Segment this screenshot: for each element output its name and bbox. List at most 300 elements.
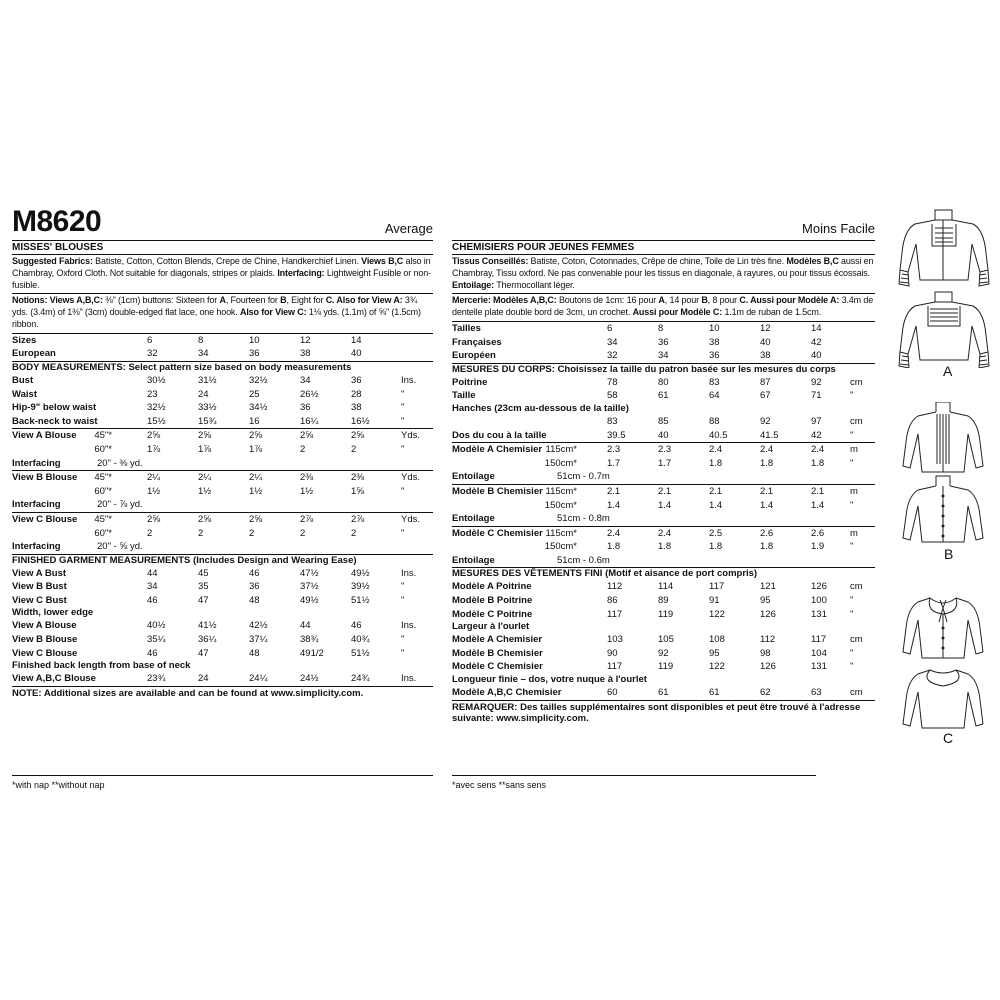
cell-value: 2⅝ (351, 430, 365, 442)
row-label: Taille (452, 390, 476, 402)
row-label: View A,B,C Blouse (12, 673, 96, 685)
english-column (12, 200, 433, 699)
cell-value: 26½ (300, 388, 319, 400)
cell-value: 38¾ (300, 634, 319, 646)
unit: " (850, 457, 854, 469)
row-label: Modèle A Chemisier (452, 634, 543, 646)
yardage-views (12, 428, 433, 553)
yardage-row (12, 485, 433, 499)
cell-value: 1⅝ (351, 485, 365, 497)
cell-value: 1.8 (709, 457, 723, 469)
cell-value: 2¼ (147, 472, 161, 484)
cell-value: 42 (811, 429, 822, 441)
cell-value: 24 (198, 673, 209, 685)
notions: Notions: Views A,B,C: ⅜" (1cm) buttons: Sixteen for A, Fourteen for B, Eight for C. Also for View A: 3¾ yds. (3.4m) of 1⅜" (3cm) double-edged flat lace, one hook. Also for View C: 1⅛ yds. (1.1m) of ⅝" (1.5cm) ribbon. (12, 293, 433, 332)
width-row (12, 647, 433, 661)
cell-value: 63 (811, 687, 822, 699)
cell-value: 16½ (351, 415, 370, 427)
cell-value: 126 (760, 608, 776, 620)
cell-value: 2⅝ (198, 513, 212, 525)
cell-value: 1½ (300, 485, 314, 497)
yardage-row (12, 429, 433, 443)
cell-value: 24¼ (249, 673, 268, 685)
cell-value: 2.6 (811, 527, 825, 539)
cell-value: 119 (658, 661, 674, 673)
cell-value: 48 (249, 647, 260, 659)
unit: " (401, 388, 405, 400)
cell-value: 2 (300, 527, 306, 539)
cell-value: 2 (351, 443, 357, 455)
row-label: View C Blouse (12, 513, 78, 525)
unit: " (401, 647, 405, 659)
cell-value: 24 (198, 388, 209, 400)
yardage-row (12, 527, 433, 541)
length-heading: Finished back length from base of neck (12, 660, 191, 672)
unit: " (850, 499, 854, 511)
row-label: View B Bust (12, 581, 67, 593)
finished-bust-row (452, 594, 875, 608)
row-label: Européen (452, 350, 496, 362)
view-c-back-blouse-icon (903, 670, 983, 728)
sizes-row (452, 322, 875, 336)
row-label: Modèle B Poitrine (452, 595, 533, 607)
unit: cm (850, 415, 863, 427)
cell-value: 2.6 (760, 527, 774, 539)
cell-value: 2 (351, 527, 357, 539)
cell-value: 32½ (249, 374, 268, 386)
cell-value: 92 (658, 647, 669, 659)
interfacing-row (452, 470, 875, 484)
interfacing-value: 51cm - 0.6m (557, 554, 610, 566)
cell-value: 23¾ (147, 673, 166, 685)
width-row (452, 633, 875, 647)
body-measurements-fr (452, 363, 875, 442)
unit: m (850, 485, 858, 497)
cell-value: 31½ (198, 374, 217, 386)
hip-heading: Hanches (23cm au-dessous de la taille) (452, 402, 629, 414)
cell-value: 2.4 (658, 527, 672, 539)
unit: " (850, 595, 854, 607)
cell-value: 8 (198, 334, 204, 346)
cell-value: 8 (658, 322, 664, 334)
cell-value: 45 (198, 567, 209, 579)
header-fr (452, 200, 875, 241)
cell-value: 2⅝ (198, 430, 212, 442)
cell-value: 40 (658, 429, 669, 441)
cell-value: 46 (147, 647, 158, 659)
row-label: Interfacing (12, 457, 61, 469)
fabric-width: 150cm* (544, 499, 577, 511)
fabric-width: 45"* (94, 513, 112, 525)
cell-value: 36 (249, 581, 260, 593)
cell-value: 38 (709, 336, 720, 348)
footnote-fr: *avec sens **sans sens (452, 780, 547, 790)
length-heading: Longueur finie – dos, votre nuque à l'ourlet (452, 674, 647, 686)
yardage-row (452, 499, 875, 513)
cell-value: 95 (709, 647, 720, 659)
cell-value: 117 (709, 581, 725, 593)
finished-measurements-heading: FINISHED GARMENT MEASUREMENTS (Includes Design and Wearing Ease) (12, 554, 357, 566)
cell-value: 51½ (351, 647, 370, 659)
cell-value: 16¼ (300, 415, 319, 427)
body-row (452, 376, 875, 390)
cell-value: 2¼ (249, 472, 263, 484)
cell-value: 1.8 (811, 457, 825, 469)
cell-value: 2.1 (811, 485, 825, 497)
yardage-row (452, 540, 875, 554)
width-row (12, 619, 433, 633)
unit: " (401, 443, 405, 455)
cell-value: 119 (658, 608, 674, 620)
cell-value: 1.8 (658, 541, 672, 553)
suggested-fabrics-fr: Tissus Conseillés: Batiste, Coton, Cotonnades, Crêpe de chine, Toile de Lin très fine. Modèles B,C aussi en Chambray, Tissu oxford. Ne pas convenable pour les tissus en diagonale, à rayures, ou pour tissus écossais. Entoilage: Thermocollant léger. (452, 254, 875, 293)
cell-value: 2⅞ (300, 513, 314, 525)
cell-value: 36 (709, 350, 720, 362)
cell-value: 40 (760, 336, 771, 348)
view-c-front-blouse-icon (903, 598, 983, 658)
cell-value: 36¼ (198, 634, 217, 646)
cell-value: 36 (249, 348, 260, 360)
unit: Ins. (401, 374, 417, 386)
cell-value: 126 (760, 661, 776, 673)
cell-value: 36 (351, 374, 362, 386)
unit: " (401, 485, 405, 497)
cell-value: 10 (709, 322, 720, 334)
cell-value: 30½ (147, 374, 166, 386)
cell-value: 1⅞ (249, 443, 263, 455)
unit: cm (850, 581, 863, 593)
unit: " (401, 581, 405, 593)
view-label-a: A (943, 363, 953, 379)
cell-value: 39½ (351, 581, 370, 593)
view-a-sketches (890, 208, 996, 368)
row-label: Dos du cou à la taille (452, 429, 547, 441)
cell-value: 34 (300, 374, 311, 386)
cell-value: 49½ (300, 594, 319, 606)
row-label: Modèle C Chemisier (452, 527, 543, 539)
cell-value: 1.4 (709, 499, 723, 511)
cell-value: 1.7 (658, 457, 672, 469)
cell-value: 1.4 (658, 499, 672, 511)
cell-value: 10 (249, 334, 260, 346)
cell-value: 2.4 (607, 527, 621, 539)
cell-value: 44 (147, 567, 158, 579)
unit: Yds. (401, 430, 421, 442)
cell-value: 1.4 (811, 499, 825, 511)
cell-value: 62 (760, 687, 771, 699)
cell-value: 61 (658, 390, 669, 402)
cell-value: 15½ (147, 415, 166, 427)
finished-measurements-fr (452, 567, 875, 699)
cell-value: 2⅝ (147, 430, 161, 442)
bottom-rule (12, 775, 433, 776)
cell-value: 105 (658, 634, 674, 646)
unit: " (850, 608, 854, 620)
cell-value: 131 (811, 608, 827, 620)
cell-value: 71 (811, 390, 822, 402)
row-label: Modèle C Poitrine (452, 608, 533, 620)
cell-value: 103 (607, 634, 623, 646)
view-label-c: C (943, 730, 954, 746)
cell-value: 67 (760, 390, 771, 402)
difficulty-level-fr: Moins Facile (802, 221, 875, 236)
cell-value: 32½ (147, 402, 166, 414)
cell-value: 92 (811, 376, 822, 388)
body-row (12, 415, 433, 429)
cell-value: 34½ (249, 402, 268, 414)
cell-value: 2⅝ (300, 430, 314, 442)
yardage-row (452, 457, 875, 471)
view-c-sketches (890, 588, 996, 730)
cell-value: 2⅝ (147, 513, 161, 525)
cell-value: 121 (760, 581, 776, 593)
yardage-row (452, 443, 875, 457)
width-row (452, 660, 875, 674)
row-label: Tailles (452, 322, 481, 334)
view-a-back-blouse-icon (899, 292, 989, 368)
cell-value: 2⅞ (351, 513, 365, 525)
cell-value: 1⅞ (198, 443, 212, 455)
interfacing-value: 20" - ⅜ yd. (97, 457, 143, 469)
cell-value: 117 (607, 608, 623, 620)
cell-value: 1½ (249, 485, 263, 497)
unit: Ins. (401, 620, 417, 632)
length-row (12, 672, 433, 686)
note: NOTE: Additional sizes are available and can be found at www.simplicity.com. (12, 686, 433, 700)
cell-value: 2 (147, 527, 153, 539)
row-label: View B Blouse (12, 634, 78, 646)
cell-value: 2⅜ (300, 472, 314, 484)
body-row (12, 374, 433, 388)
cell-value: 78 (607, 376, 618, 388)
cell-value: 1.8 (760, 541, 774, 553)
cell-value: 40¾ (351, 634, 370, 646)
cell-value: 42½ (249, 620, 268, 632)
cell-value: 97 (811, 415, 822, 427)
row-label: Modèle C Chemisier (452, 661, 543, 673)
view-b-back-blouse-icon (903, 476, 983, 542)
cell-value: 34 (658, 350, 669, 362)
cell-value: 39.5 (607, 429, 626, 441)
cell-value: 95 (760, 595, 771, 607)
cell-value: 92 (760, 415, 771, 427)
cell-value: 25 (249, 388, 260, 400)
fabric-width: 60"* (94, 485, 112, 497)
cell-value: 91 (709, 595, 720, 607)
cell-value: 2.4 (760, 444, 774, 456)
cell-value: 37½ (300, 581, 319, 593)
interfacing-value: 20" - ⅝ yd. (97, 541, 143, 553)
body-measurements-heading: BODY MEASUREMENTS: Select pattern size based on body measurements (12, 361, 352, 373)
cell-value: 87 (760, 376, 771, 388)
unit: " (850, 541, 854, 553)
row-label: Hip-9" below waist (12, 402, 97, 414)
yardage-views-fr (452, 442, 875, 567)
cell-value: 100 (811, 595, 827, 607)
yardage-row (12, 513, 433, 527)
interfacing-value: 51cm - 0.7m (557, 471, 610, 483)
cell-value: 131 (811, 661, 827, 673)
back-neck-row (452, 429, 875, 443)
cell-value: 36 (658, 336, 669, 348)
finished-bust-row (12, 567, 433, 581)
row-label: View C Blouse (12, 647, 78, 659)
fabric-width: 45"* (94, 472, 112, 484)
cell-value: 38 (351, 402, 362, 414)
cell-value: 1½ (147, 485, 161, 497)
cell-value: 108 (709, 634, 725, 646)
row-label: Entoilage (452, 471, 495, 483)
cell-value: 112 (607, 581, 623, 593)
cell-value: 117 (811, 634, 827, 646)
cell-value: 2 (300, 443, 306, 455)
row-label: Entoilage (452, 513, 495, 525)
cell-value: 61 (658, 687, 669, 699)
row-label: View A Blouse (12, 430, 77, 442)
notions-fr: Mercerie: Modèles A,B,C: Boutons de 1cm: 16 pour A, 14 pour B, 8 pour C. Aussi pour Modèle A: 3.4m de dentelle plate double bord de 3cm, un crochet. Aussi pour Modèle C: 1.1m de ruban de 1.5cm. (452, 293, 875, 321)
suggested-fabrics: Suggested Fabrics: Batiste, Cotton, Cotton Blends, Crepe de Chine, Handkerchief Linen. Views B,C also in Chambray, Oxford Cloth. Not suitable for diagonals, stripes or plaids. Interfacing: Lightweight Fusible or non-fusible. (12, 254, 433, 293)
cell-value: 51½ (351, 594, 370, 606)
body-measurements (12, 361, 433, 428)
bottom-rule-fr (452, 775, 816, 776)
row-label: Back-neck to waist (12, 415, 98, 427)
difficulty-level: Average (384, 221, 433, 236)
cell-value: 41½ (198, 620, 217, 632)
cell-value: 35 (198, 581, 209, 593)
cell-value: 2.3 (658, 444, 672, 456)
yardage-row (452, 527, 875, 541)
cell-value: 2.1 (709, 485, 723, 497)
pattern-number: M8620 (12, 205, 102, 238)
cell-value: 2⅜ (351, 472, 365, 484)
body-row (452, 389, 875, 403)
cell-value: 32 (147, 348, 158, 360)
finished-bust-row (12, 594, 433, 608)
view-yardage (452, 484, 875, 526)
fabric-width: 45"* (94, 430, 112, 442)
cell-value: 114 (658, 581, 674, 593)
unit: " (401, 527, 405, 539)
unit: " (401, 402, 405, 414)
finished-measurements-heading-fr: MESURES DES VÊTEMENTS FINI (Motif et aisance de port compris) (452, 568, 758, 580)
row-label: Poitrine (452, 376, 488, 388)
cell-value: 112 (760, 634, 776, 646)
sizes-table-fr (452, 321, 875, 363)
view-b-sketches (890, 402, 996, 544)
unit: Ins. (401, 567, 417, 579)
cell-value: 12 (760, 322, 771, 334)
cell-value: 2.4 (709, 444, 723, 456)
cell-value: 122 (709, 608, 725, 620)
cell-value: 6 (147, 334, 153, 346)
cell-value: 1.8 (607, 541, 621, 553)
view-label-b: B (944, 546, 954, 562)
unit: " (850, 429, 854, 441)
cell-value: 491/2 (300, 647, 324, 659)
cell-value: 38 (760, 350, 771, 362)
row-label: European (12, 348, 56, 360)
cell-value: 83 (709, 376, 720, 388)
pattern-title: MISSES' BLOUSES (12, 242, 104, 253)
cell-value: 1.4 (607, 499, 621, 511)
row-label: Modèle B Chemisier (452, 485, 543, 497)
cell-value: 2.4 (811, 444, 825, 456)
row-label: Interfacing (12, 499, 61, 511)
cell-value: 34 (607, 336, 618, 348)
cell-value: 2 (249, 527, 255, 539)
european-row (12, 347, 433, 361)
row-label: View C Bust (12, 594, 67, 606)
cell-value: 14 (811, 322, 822, 334)
unit: cm (850, 376, 863, 388)
french-column (452, 200, 875, 725)
view-yardage (452, 442, 875, 484)
cell-value: 46 (147, 594, 158, 606)
interfacing-row (452, 554, 875, 568)
view-yardage (12, 470, 433, 512)
cell-value: 40 (351, 348, 362, 360)
cell-value: 104 (811, 647, 827, 659)
cell-value: 1⅞ (147, 443, 161, 455)
width-heading: Largeur à l'ourlet (452, 621, 530, 633)
cell-value: 46 (351, 620, 362, 632)
yardage-row (452, 485, 875, 499)
interfacing-value: 51cm - 0.8m (557, 513, 610, 525)
body-row (12, 388, 433, 402)
view-a-front-blouse-icon (899, 210, 989, 286)
body-measurements-heading-fr: MESURES DU CORPS: Choisissez la taille du patron basée sur les mesures du corps (452, 363, 836, 375)
cell-value: 47 (198, 594, 209, 606)
cell-value: 41.5 (760, 429, 779, 441)
cell-value: 2.1 (760, 485, 774, 497)
unit: m (850, 527, 858, 539)
cell-value: 1.8 (760, 457, 774, 469)
row-label: Modèle A Chemisier (452, 444, 543, 456)
cell-value: 122 (709, 661, 725, 673)
unit: Yds. (401, 513, 421, 525)
width-row (452, 647, 875, 661)
row-label: Bust (12, 374, 34, 386)
cell-value: 38 (300, 348, 311, 360)
cell-value: 36 (300, 402, 311, 414)
cell-value: 80 (658, 376, 669, 388)
row-label: View A Blouse (12, 620, 77, 632)
cell-value: 33½ (198, 402, 217, 414)
cell-value: 49½ (351, 567, 370, 579)
hip-row (452, 415, 875, 429)
view-yardage (452, 526, 875, 568)
unit: m (850, 444, 858, 456)
row-label: Entoilage (452, 554, 495, 566)
cell-value: 1.9 (811, 541, 825, 553)
row-label: Waist (12, 388, 37, 400)
interfacing-value: 20" - ⅞ yd. (97, 499, 143, 511)
finished-bust-row (452, 580, 875, 594)
interfacing-row (452, 512, 875, 526)
cell-value: 2.1 (607, 485, 621, 497)
cell-value: 24½ (300, 673, 319, 685)
fabric-width: 115cm* (545, 527, 577, 539)
unit: " (850, 647, 854, 659)
unit: cm (850, 687, 863, 699)
footnote: *with nap **without nap (12, 780, 105, 790)
cell-value: 1.7 (607, 457, 621, 469)
unit: " (401, 594, 405, 606)
row-label: Modèle B Chemisier (452, 647, 543, 659)
cell-value: 47 (198, 647, 209, 659)
interfacing-row (12, 498, 433, 512)
unit: " (401, 634, 405, 646)
